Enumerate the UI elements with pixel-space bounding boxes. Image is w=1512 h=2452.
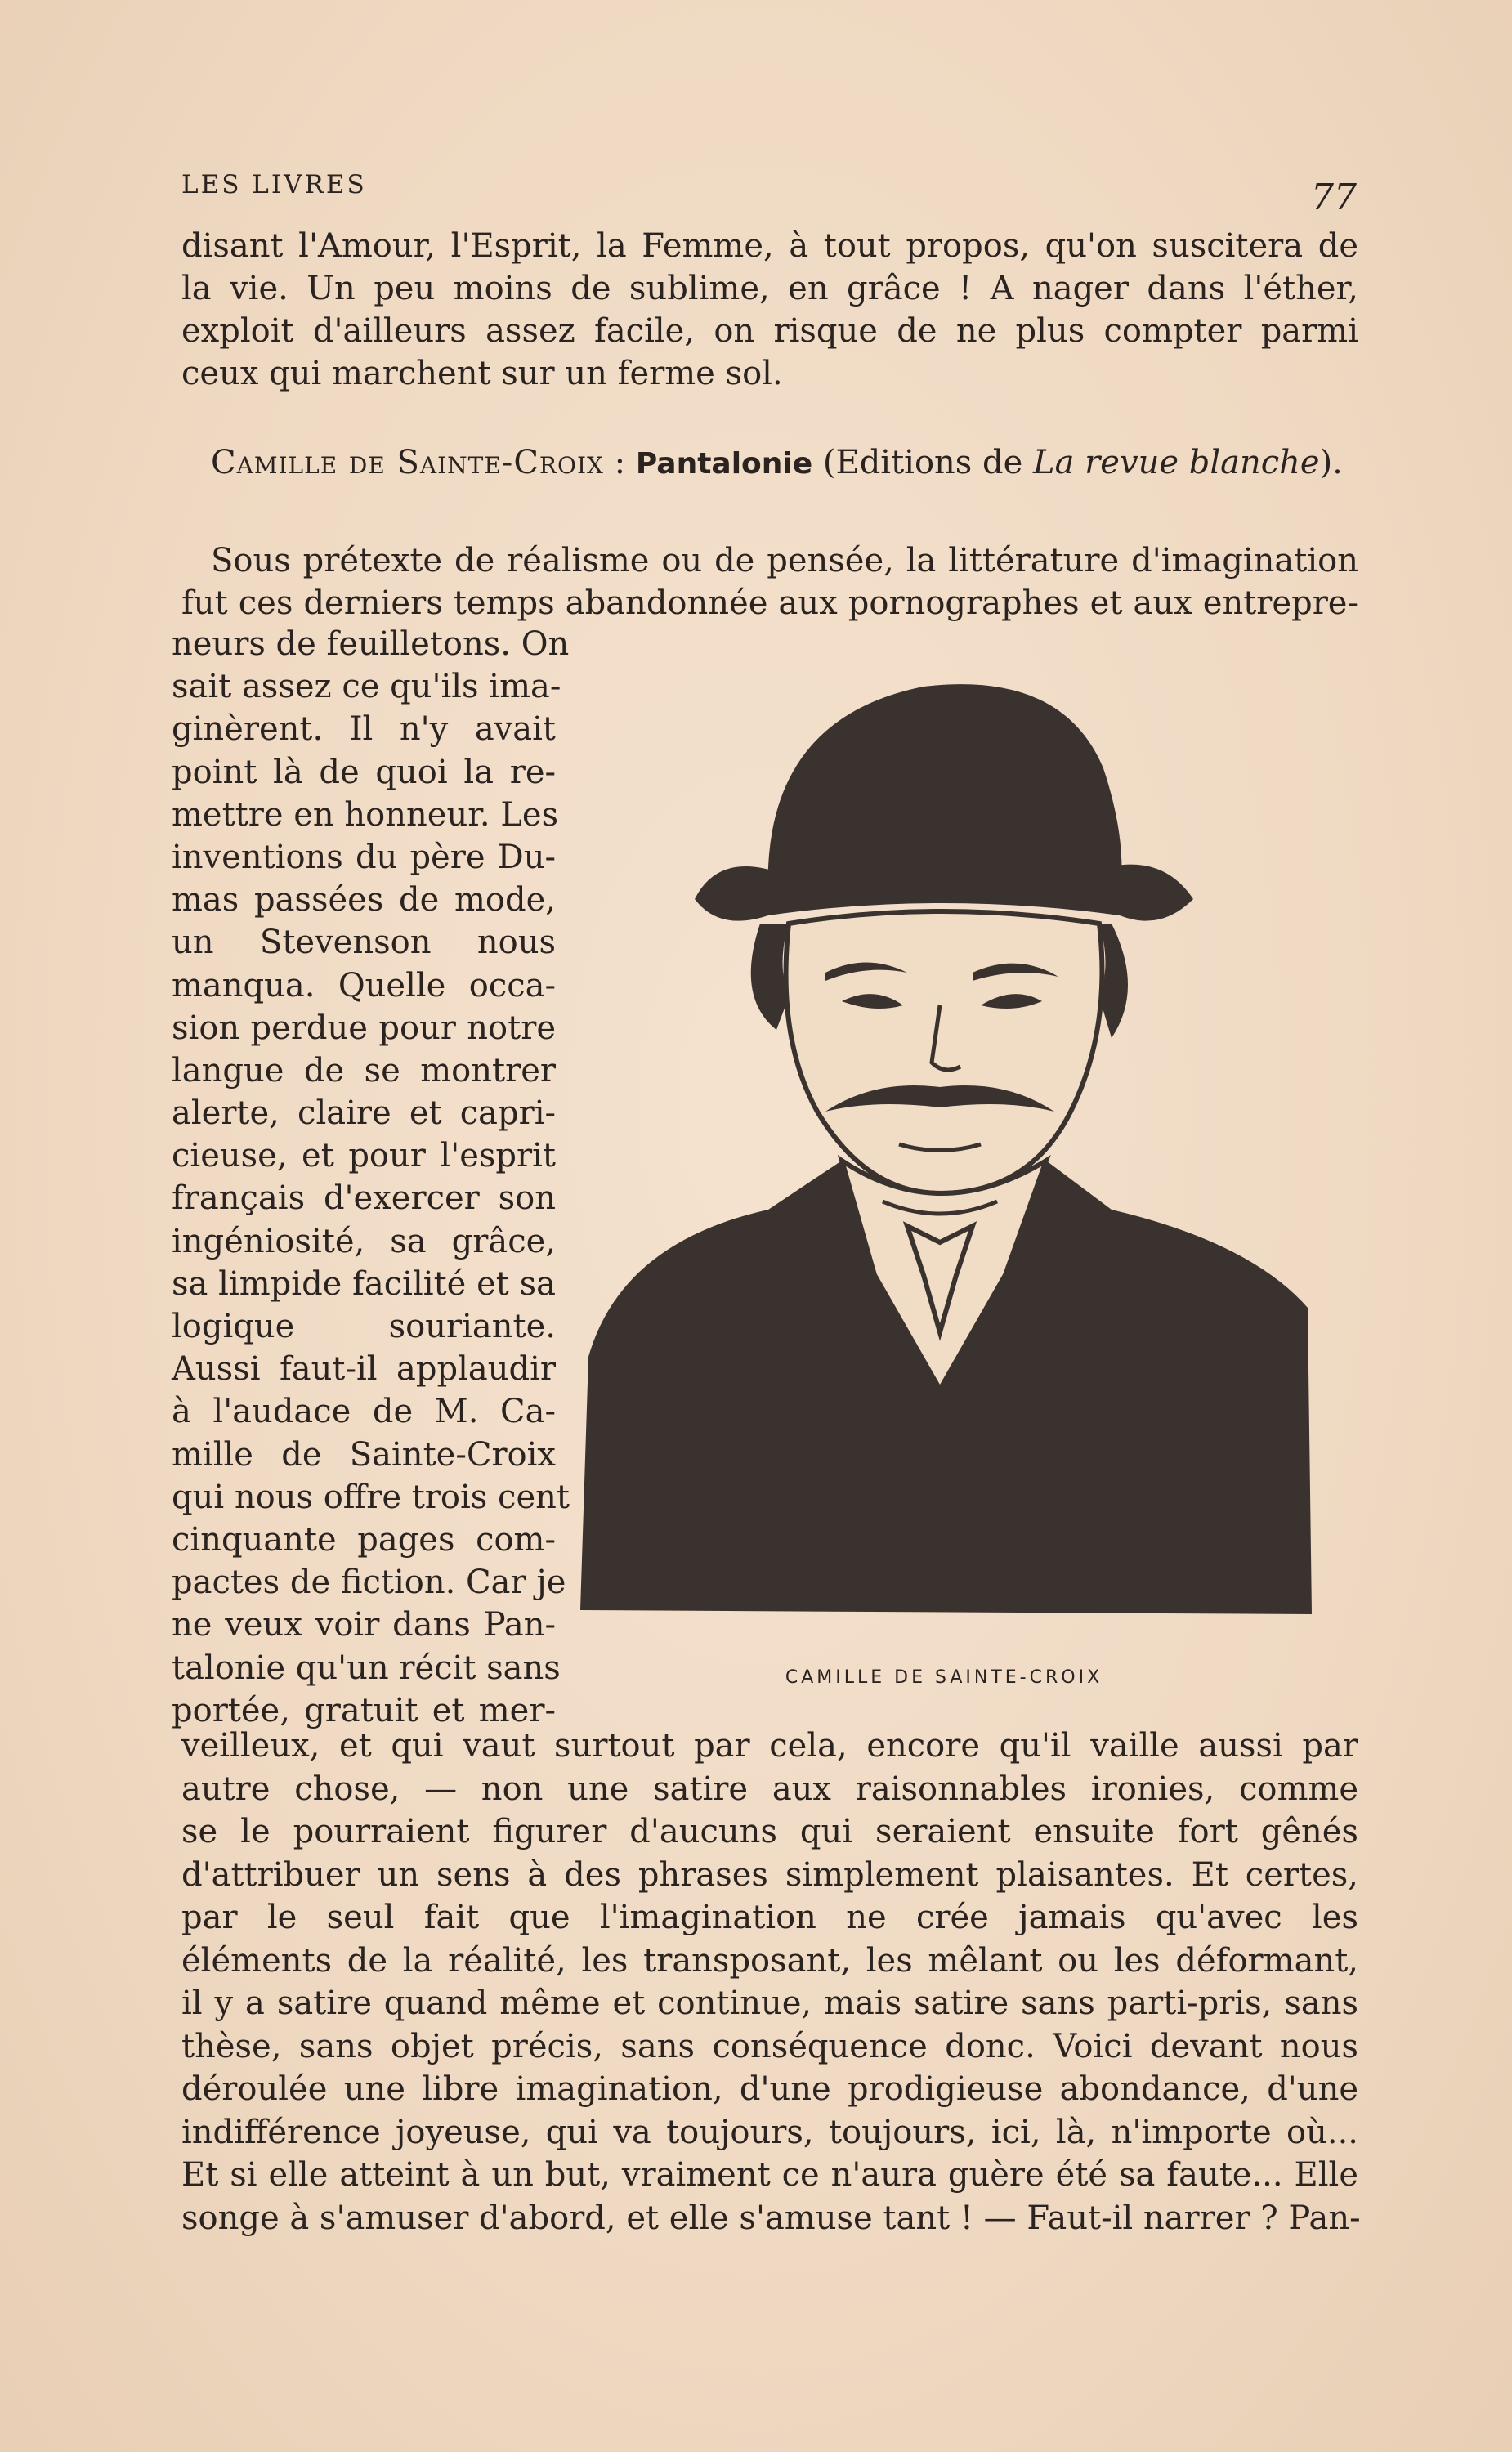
text-line: songe à s'amuser d'abord, et elle s'amuse tant ! — Faut-il narrer ? Pan- [181,2199,1361,2237]
text-line: français d'exercer son [172,1179,556,1218]
text-line: ginèrent. Il n'y avait [172,710,556,749]
text-line: ne veux voir dans Pan- [172,1606,556,1644]
text-line: disant l'Amour, l'Esprit, la Femme, à tout propos, qu'on suscitera de [181,227,1358,265]
text-line: cinquante pages com- [172,1520,556,1559]
paragraph-continued [181,1725,1361,2239]
text-line: Aussi faut-il applaudir [172,1350,556,1389]
text-line: la vie. Un peu moins de sublime, en grâce ! A nager dans l'éther, [181,270,1358,307]
text-line: logique souriante. [172,1308,556,1345]
text-line: autre chose, — non une satire aux raisonnables ironies, comme [181,1770,1358,1808]
intro-paragraph [181,225,1358,395]
hat-crown-shape [768,684,1122,899]
page-number: 77 [1311,177,1357,218]
text-line: pactes de fiction. Car je [172,1564,566,1602]
portrait-caption: CAMILLE DE SAINTE-CROIX [785,1667,1103,1688]
text-line: manqua. Quelle occa- [172,966,556,1005]
text-line: se le pourraient figurer d'aucuns qui seraient ensuite fort gênés [181,1813,1358,1850]
text-line: talonie qu'un récit sans [172,1649,561,1687]
text-line: alerte, claire et capri- [172,1094,556,1133]
text-line: Sous prétexte de réalisme ou de pensée, la littérature d'imagination [211,542,1358,579]
review-publisher-prefix: (Editions de [822,444,1034,481]
text-line: indifférence joyeuse, qui va toujours, toujours, ici, là, n'importe où... [181,2113,1358,2151]
review-separator: : [603,444,636,481]
text-line: mille de Sainte-Croix [172,1435,556,1474]
page-header [181,170,1357,219]
text-line: d'attribuer un sens à des phrases simplement plaisantes. Et certes, [181,1855,1358,1894]
text-line: neurs de feuilletons. On [172,625,570,663]
text-line: qui nous offre trois cent [172,1478,570,1516]
text-line: mas passées de mode, [172,881,556,920]
hair-left-shape [751,924,789,1030]
text-line: sa limpide facilité et sa [172,1264,556,1303]
text-line: thèse, sans objet précis, sans conséquence donc. Voici devant nous [181,2027,1358,2065]
review-publisher-suffix: ). [1319,444,1343,481]
text-line: par le seul fait que l'imagination ne crée jamais qu'avec les [181,1899,1358,1936]
text-line: ceux qui marchent sur un ferme sol. [181,355,783,392]
text-line: veilleux, et qui vaut surtout par cela, encore qu'il vaille aussi par [181,1727,1358,1765]
text-line: fut ces derniers temps abandonnée aux pornographes et aux entrepre- [181,584,1358,622]
text-line: à l'audace de M. Ca- [172,1393,556,1431]
review-book-title: Pantalonie [635,447,813,481]
text-line: mettre en honneur. Les [172,795,559,834]
text-line: déroulée une libre imagination, d'une prodigieuse abondance, d'une [181,2070,1358,2108]
text-line: Et si elle atteint à un but, vraiment ce n'aura guère été sa faute... Elle [181,2156,1358,2194]
text-line: langue de se montrer [172,1051,556,1090]
text-line: exploit d'ailleurs assez facile, on risque de ne plus compter parmi [181,312,1358,350]
text-line: inventions du père Du- [172,838,556,876]
review-heading [181,441,1358,485]
text-line: portée, gratuit et mer- [172,1691,556,1729]
text-line: un Stevenson nous [172,924,556,962]
text-line: ingéniosité, sa grâce, [172,1222,556,1260]
text-line: éléments de la réalité, les transposant, les mêlant ou les déformant, [181,1941,1358,1980]
portrait-illustration [572,654,1316,1626]
text-column [172,623,570,1732]
text-line: sion perdue pour notre [172,1009,556,1047]
text-line: il y a satire quand même et continue, mais satire sans parti-pris, sans [181,1984,1358,2022]
review-publisher: La revue blanche [1033,444,1320,481]
running-head: LES LIVRES [181,170,367,199]
review-author: Camille de Sainte-Croix [211,444,604,481]
text-line: point là de quoi la re- [172,753,556,791]
text-line: sait assez ce qu'ils ima- [172,668,561,706]
text-line: cieuse, et pour l'esprit [172,1137,556,1175]
paragraph-opening [181,539,1358,624]
